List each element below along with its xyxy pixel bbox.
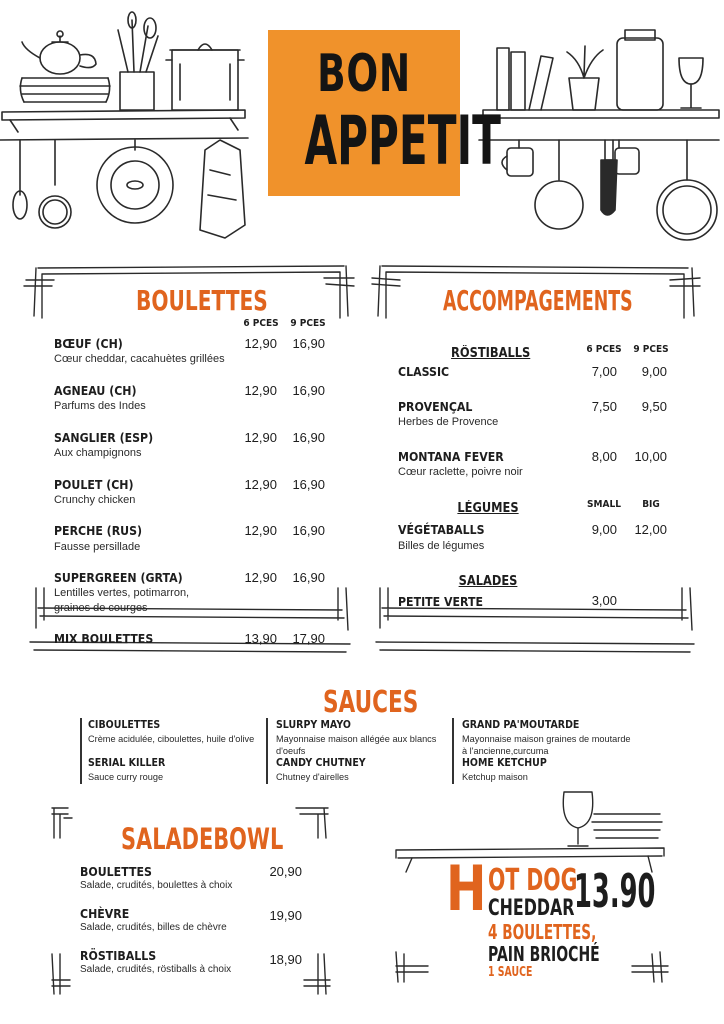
rostiballs-col-9pces: 9 PCES — [633, 344, 669, 355]
rostiball-desc: Herbes de Provence — [398, 416, 499, 428]
wok-icon — [97, 140, 173, 223]
price-9pces: 16,90 — [292, 336, 325, 351]
rostiball-name: CLASSIC — [398, 364, 450, 379]
boulette-desc: Parfums des Indes — [54, 400, 146, 412]
saladebowl-title: SALADEBOWL — [121, 822, 284, 856]
jar-icon — [617, 30, 663, 110]
price-small: 9,00 — [591, 522, 617, 537]
rostiball-name: PROVENÇAL — [398, 399, 473, 414]
cooking-pot-icon — [166, 44, 244, 110]
plates-icon — [20, 78, 110, 102]
wine-glass-icon — [563, 792, 592, 846]
boulette-desc: Aux champignons — [54, 447, 142, 459]
saladebowl-desc: Salade, crudités, röstiballs à choix — [80, 964, 232, 975]
price-big: 12,00 — [634, 522, 667, 537]
boulette-name: PERCHE (RUS) — [54, 523, 143, 538]
legume-desc: Billes de légumes — [398, 540, 485, 552]
legume-name: VÉGÉTABALLS — [398, 522, 485, 537]
pan-icon — [39, 140, 71, 228]
price-9pces: 16,90 — [292, 570, 325, 585]
saladebowl-name: BOULETTES — [80, 864, 152, 879]
sauce-desc: Mayonnaise maison graines de moutarde — [462, 734, 631, 744]
price-6pces: 12,90 — [244, 477, 277, 492]
towel-icon — [200, 140, 245, 238]
boulette-name: MIX BOULETTES — [54, 631, 154, 646]
boulette-desc: Cœur cheddar, cacahuètes grillées — [54, 353, 225, 365]
sauce-name: SERIAL KILLER — [88, 757, 166, 769]
spoon-icon — [13, 140, 27, 219]
boulettes-col-6pces: 6 PCES — [243, 318, 279, 329]
boulettes-col-9pces: 9 PCES — [290, 318, 326, 329]
price-9pces: 16,90 — [292, 383, 325, 398]
sauce-divider — [266, 718, 268, 784]
sauce-name: CANDY CHUTNEY — [276, 757, 366, 769]
price-9pces: 16,90 — [292, 430, 325, 445]
salades-heading: SALADES — [458, 574, 518, 589]
price-6pces: 13,90 — [244, 631, 277, 646]
boulette-desc: Crunchy chicken — [54, 494, 136, 506]
price-6pces: 7,50 — [591, 399, 617, 414]
sauce-divider — [452, 718, 454, 784]
utensils-jar-icon — [118, 12, 158, 110]
boulette-desc-line2: graines de courges — [54, 602, 148, 614]
boulette-name: POULET (CH) — [54, 477, 134, 492]
price-9pces: 16,90 — [292, 523, 325, 538]
price-6pces: 12,90 — [244, 430, 277, 445]
plant-icon — [567, 46, 603, 110]
saladebowl-desc: Salade, crudités, billes de chèvre — [80, 922, 227, 933]
mug-icon — [502, 140, 639, 176]
title-line-1: BON — [317, 44, 411, 104]
sauce-desc: Ketchup maison — [462, 772, 528, 782]
boulettes-title: BOULETTES — [136, 284, 268, 317]
accompagements-title: ACCOMPAGEMENTS — [443, 284, 633, 317]
hotdog-big-letter: H — [446, 852, 487, 925]
boulette-name: SANGLIER (ESP) — [54, 430, 154, 445]
hotdog-pain: PAIN BRIOCHÉ — [488, 942, 600, 966]
boulette-desc: Lentilles vertes, potimarron, — [54, 587, 190, 599]
teapot-icon — [22, 31, 96, 74]
sauce-desc-line2: d'oeufs — [276, 746, 306, 756]
saladebowl-name: CHÈVRE — [80, 906, 130, 921]
hotdog-cheddar: CHEDDAR — [488, 896, 575, 921]
boulette-name: SUPERGREEN (GRTA) — [54, 570, 183, 585]
sauces-title: SAUCES — [323, 685, 419, 720]
sauce-desc-line2: à l'ancienne,curcuma — [462, 746, 549, 756]
boulette-name: BŒUF (CH) — [54, 336, 123, 351]
price-6pces: 12,90 — [244, 570, 277, 585]
title-box — [268, 30, 501, 196]
sauce-desc: Crème acidulée, ciboulettes, huile d'olive — [88, 734, 255, 744]
title-line-2: APPETIT — [304, 102, 501, 181]
sauce-desc: Chutney d'airelles — [276, 772, 349, 782]
legumes-col-small: SMALL — [587, 499, 621, 510]
sauce-name: GRAND PA'MOUTARDE — [462, 719, 580, 731]
price-6pces: 8,00 — [591, 449, 617, 464]
sauce-divider — [80, 718, 82, 784]
books-icon — [497, 48, 553, 110]
boulette-name: AGNEAU (CH) — [54, 383, 137, 398]
saladebowl-desc: Salade, crudités, boulettes à choix — [80, 880, 233, 891]
sauce-desc: Mayonnaise maison allégée aux blancs — [276, 734, 437, 744]
price-9pces: 17,90 — [292, 631, 325, 646]
saladebowl-price: 20,90 — [269, 864, 302, 879]
sauce-name: HOME KETCHUP — [462, 757, 547, 769]
hotdog-price: 13.90 — [574, 864, 656, 918]
sauce-name: CIBOULETTES — [88, 719, 161, 731]
hotdog-title: OT DOG — [488, 863, 578, 898]
price-salade: 3,00 — [591, 593, 617, 608]
plates-icon — [592, 814, 662, 838]
saladebowl-price: 18,90 — [269, 952, 302, 967]
hotdog-boulettes: 4 BOULETTES, — [488, 920, 597, 944]
price-6pces: 12,90 — [244, 336, 277, 351]
price-9pces: 10,00 — [634, 449, 667, 464]
price-9pces: 9,50 — [641, 399, 667, 414]
price-9pces: 9,00 — [641, 364, 667, 379]
price-9pces: 16,90 — [292, 477, 325, 492]
kitchen-shelf-right-illustration — [479, 0, 724, 250]
wine-glass-icon — [679, 58, 703, 108]
sauce-desc: Sauce curry rouge — [88, 772, 164, 782]
price-6pces: 7,00 — [591, 364, 617, 379]
boulette-desc: Fausse persillade — [54, 541, 141, 553]
saladebowl-name: RÖSTIBALLS — [80, 948, 157, 963]
rostiballs-heading: RÖSTIBALLS — [451, 346, 531, 361]
saladebowl-price: 19,90 — [269, 908, 302, 923]
legumes-col-big: BIG — [642, 499, 660, 510]
sauce-name: SLURPY MAYO — [276, 719, 351, 731]
legumes-heading: LÉGUMES — [457, 501, 519, 516]
salade-name: PETITE VERTE — [398, 594, 484, 609]
rostiballs-col-6pces: 6 PCES — [586, 344, 622, 355]
rostiball-desc: Cœur raclette, poivre noir — [398, 466, 523, 478]
hotdog-sauce: 1 SAUCE — [488, 965, 533, 980]
kitchen-shelf-left-illustration — [0, 0, 250, 250]
price-6pces: 12,90 — [244, 523, 277, 538]
price-6pces: 12,90 — [244, 383, 277, 398]
rostiball-name: MONTANA FEVER — [398, 449, 504, 464]
